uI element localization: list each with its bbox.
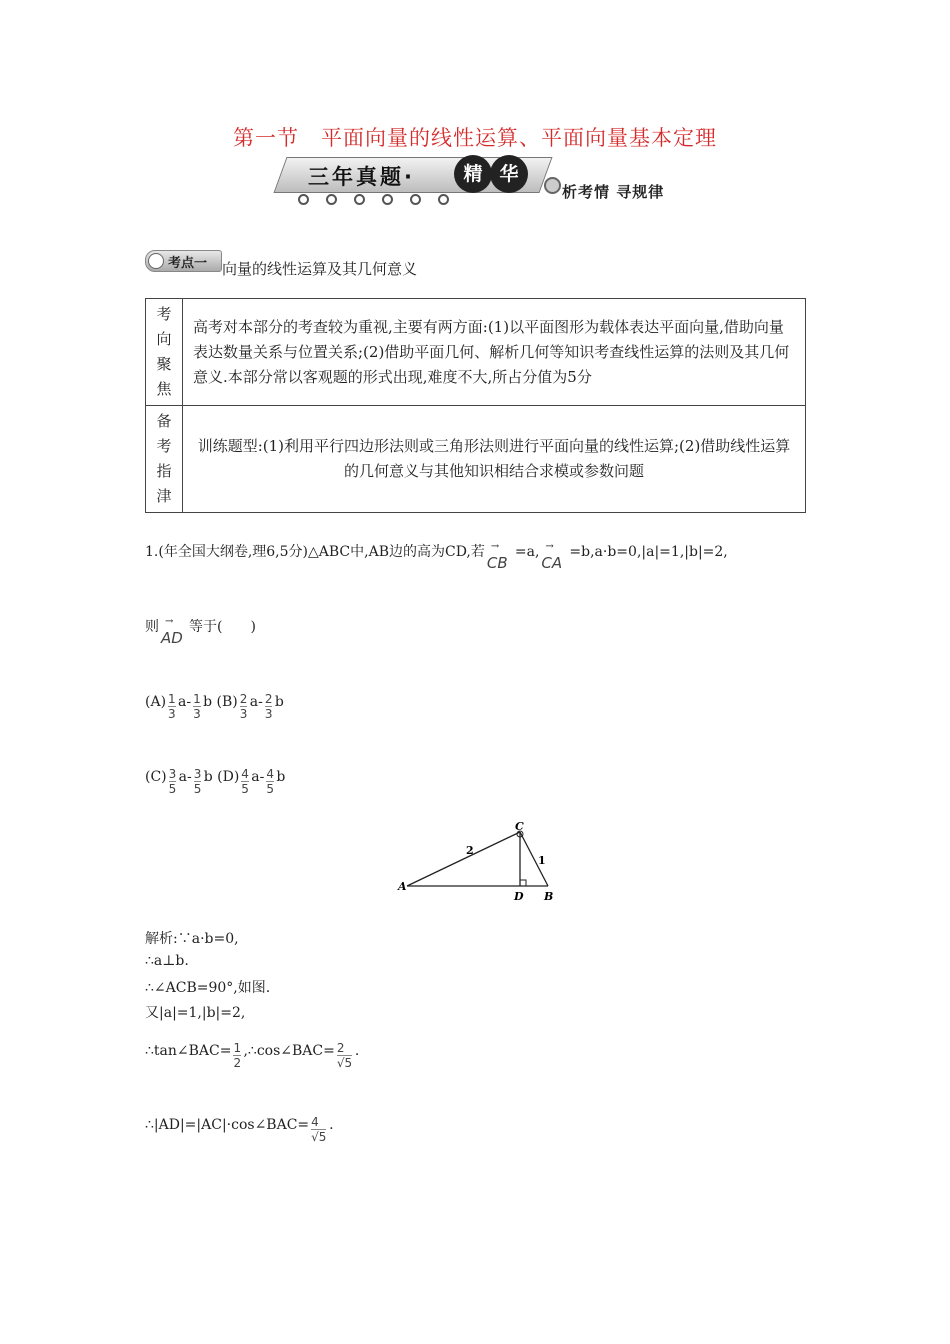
solution-line-3: ∴∠ACB=90°,如图. <box>145 980 271 996</box>
side-cb-length: 1 <box>538 854 546 867</box>
triangle-figure <box>390 818 570 906</box>
banner-char-1: 精 <box>454 155 492 193</box>
side-ac-length: 2 <box>466 844 474 857</box>
row-content-beikao: 训练题型:(1)利用平行四边形法则或三角形法则进行平面向量的线性运算;(2)借助线性运算的几何意义与其他知识相结合求模或参数问题 <box>183 406 806 513</box>
option-c: (C) $\frac{3}{5}$ a- $\frac{3}{5}$ b <box>145 767 213 796</box>
vector-cb: → CB <box>486 541 508 572</box>
banner-char-2: 华 <box>490 155 528 193</box>
badge-circle-icon <box>148 253 164 269</box>
solution-line-2: ∴a⊥b. <box>145 953 189 969</box>
table-row <box>146 406 806 513</box>
section-badge-label: 考点一 <box>168 256 208 271</box>
options-ab <box>145 692 284 721</box>
bullet-icon <box>544 177 561 194</box>
solution-line-5: ∴tan∠BAC= $\frac{1}{2}$ ,∴cos∠BAC= $\frac{2}{√5}$ . <box>145 1041 360 1070</box>
vertex-b-label: B <box>544 890 554 903</box>
vector-ad: → AD <box>161 616 183 647</box>
row-content-kaoxiang: 高考对本部分的考查较为重视,主要有两方面:(1)以平面图形为载体表达平面向量,借助向量表达数量关系与位置关系;(2)借助平面几何、解析几何等知识考查线性运算的法则及其几何意义.本部分常以客观题的形式出现,难度不大,所占分值为5分 <box>183 299 806 406</box>
option-b: (B) $\frac{2}{3}$ a- $\frac{2}{3}$ b <box>216 692 284 721</box>
right-angle-mark <box>520 880 526 886</box>
banner-dots <box>298 193 466 205</box>
solution-line-6: ∴|AD|=|AC|·cos∠BAC= $\frac{4}{√5}$ . <box>145 1115 334 1144</box>
vector-ca: → CA <box>541 541 563 572</box>
options-cd <box>145 767 286 796</box>
option-d: (D) $\frac{4}{5}$ a- $\frac{4}{5}$ b <box>217 767 286 796</box>
solution-line-1: 解析:∵a·b=0, <box>145 931 239 947</box>
problem-ask: 则 → AD 等于( ) <box>145 616 256 647</box>
banner-main-text: 三年真题· <box>308 165 415 189</box>
section-banner <box>268 155 688 205</box>
page-title: 第一节 平面向量的线性运算、平面向量基本定理 <box>233 126 717 150</box>
solution-line-4: 又|a|=1,|b|=2, <box>145 1005 246 1021</box>
table-row <box>146 299 806 406</box>
banner-slogan: 析考情 寻规律 <box>562 183 665 201</box>
info-table <box>145 298 806 513</box>
vertex-a-label: A <box>398 880 407 893</box>
section-badge <box>145 250 222 272</box>
vertex-c-label: C <box>515 820 524 833</box>
vertex-d-label: D <box>514 890 524 903</box>
problem-stem: 1.(年全国大纲卷,理6,5分)△ABC中,AB边的高为CD,若 → CB =a, → CA =b,a·b=0,|a|=1,|b|=2, <box>145 541 728 572</box>
row-label-kaoxiang: 考 向 聚 焦 <box>146 299 183 406</box>
option-a: (A) $\frac{1}{3}$ a- $\frac{1}{3}$ b <box>145 692 213 721</box>
row-label-beikao: 备 考 指 津 <box>146 406 183 513</box>
section-title: 向量的线性运算及其几何意义 <box>222 260 418 278</box>
side-ac <box>407 832 520 886</box>
